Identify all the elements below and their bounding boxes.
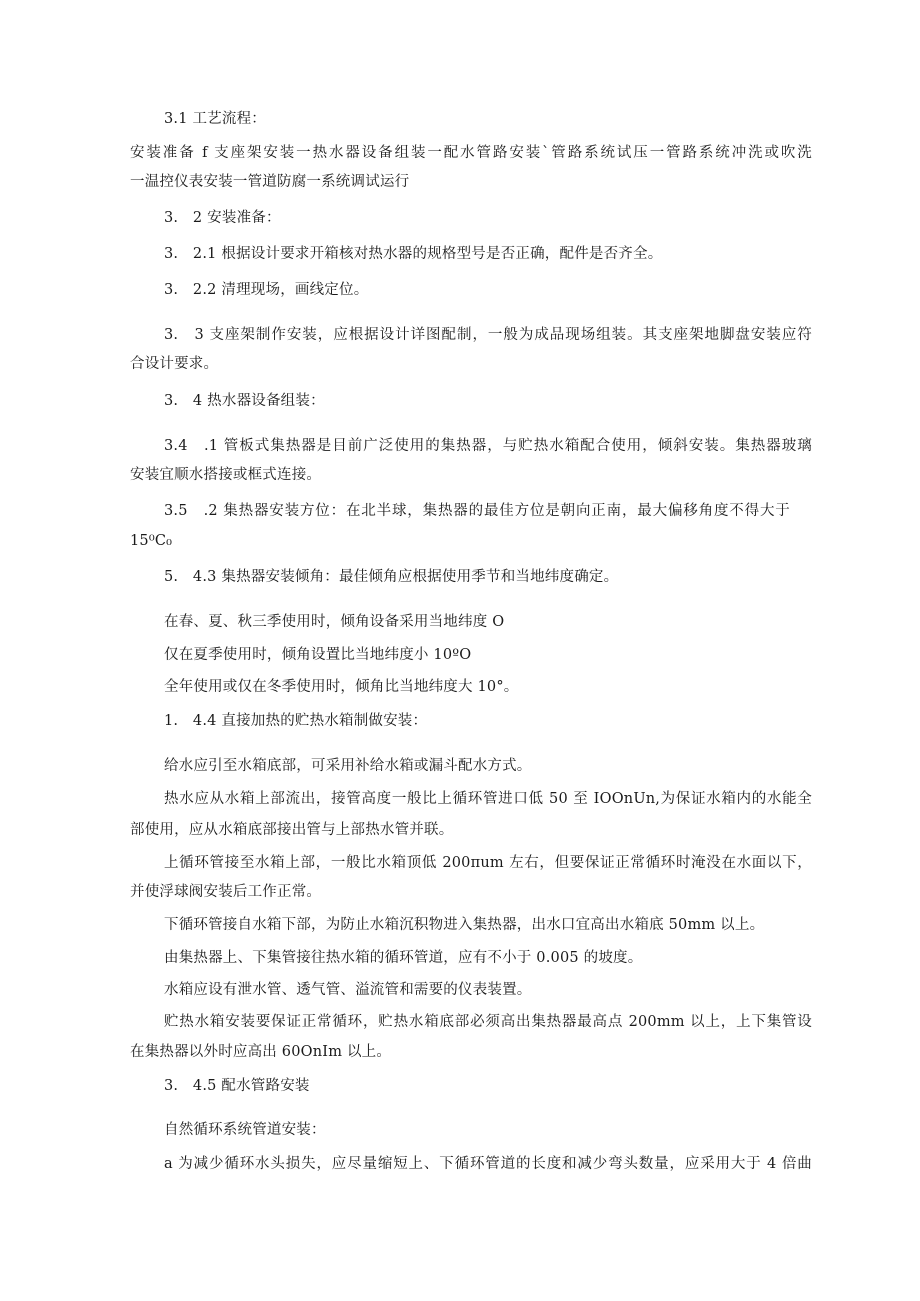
- process-flow-line-1: 安装准备 f 支座架安装一热水器设备组装一配水管路安装`管路系统试压一管路系统冲洗或吹洗: [130, 145, 812, 161]
- tank-rule-2-line-2: 部使用，应从水箱底部接出管与上部热水管并联。: [130, 822, 454, 838]
- section-3-4-1-line-2: 安装宜顺水搭接或框式连接。: [130, 467, 322, 483]
- section-3-4-5-heading: 3. 4.5 配水管路安装: [164, 1078, 310, 1094]
- natural-circulation-item-a: a 为减少循环水头损失，应尽量缩短上、下循环管道的长度和减少弯头数量，应采用大于 4 倍曲: [164, 1156, 812, 1172]
- section-1-4-4-heading: 1. 4.4 直接加热的贮热水箱制做安装：: [164, 713, 428, 729]
- tank-rule-3-line-2: 并使浮球阀安装后工作正常。: [130, 884, 322, 900]
- tank-rule-5: 由集热器上、下集管接往热水箱的循环管道，应有不小于 0.005 的坡度。: [164, 950, 643, 966]
- section-3-1-heading: 3.1 工艺流程：: [164, 111, 266, 127]
- tilt-rule-2: 仅在夏季使用时，倾角设置比当地纬度小 10ºO: [164, 647, 472, 663]
- section-3-4-heading: 3. 4 热水器设备组装：: [164, 393, 325, 409]
- tilt-rule-3: 全年使用或仅在冬季使用时，倾角比当地纬度大 10°。: [164, 679, 519, 695]
- section-3-5-line-2: 15⁰C₀: [130, 533, 173, 549]
- section-3-3-line-1: 3. 3 支座架制作安装，应根据设计详图配制，一般为成品现场组装。其支座架地脚盘安装应符: [164, 327, 812, 343]
- tank-rule-3-line-1: 上循环管接至水箱上部，一般比水箱顶低 200πum 左右，但要保证正常循环时淹没在水面以下，: [164, 855, 812, 871]
- tank-rule-6: 水箱应设有泄水管、透气管、溢流管和需要的仪表装置。: [164, 982, 532, 998]
- process-flow-line-2: 一温控仪表安装一管道防腐一系统调试运行: [130, 174, 410, 190]
- tank-rule-1: 给水应引至水箱底部，可采用补给水箱或漏斗配水方式。: [164, 758, 532, 774]
- section-3-3-line-2: 合设计要求。: [130, 356, 219, 372]
- section-3-2-1: 3. 2.1 根据设计要求开箱核对热水器的规格型号是否正确，配件是否齐全。: [164, 246, 663, 262]
- section-3-4-1-line-1: 3.4 .1 管板式集热器是目前广泛使用的集热器，与贮热水箱配合使用，倾斜安装。集热器玻璃: [164, 438, 812, 454]
- tank-rule-7-line-1: 贮热水箱安装要保证正常循环，贮热水箱底部必须高出集热器最高点 200mm 以上，上下集管设: [164, 1014, 812, 1030]
- tank-rule-7-line-2: 在集热器以外时应高出 60OnIm 以上。: [130, 1044, 392, 1060]
- section-3-2-2: 3. 2.2 清理现场，画线定位。: [164, 282, 369, 298]
- section-5-4-3: 5. 4.3 集热器安装倾角：最佳倾角应根据使用季节和当地纬度确定。: [164, 569, 619, 585]
- section-3-5-line-1: 3.5 .2 集热器安装方位：在北半球，集热器的最佳方位是朝向正南，最大偏移角度不得大于: [164, 503, 790, 519]
- tank-rule-2-line-1: 热水应从水箱上部流出，接管高度一般比上循环管进口低 50 至 IOOnUn,为保证水箱内的水能全: [164, 791, 812, 807]
- tank-rule-4: 下循环管接自水箱下部，为防止水箱沉积物进入集热器，出水口宜高出水箱底 50mm 以上。: [164, 917, 765, 933]
- natural-circulation-heading: 自然循环系统管道安装：: [164, 1122, 326, 1138]
- tilt-rule-1: 在春、夏、秋三季使用时，倾角设备采用当地纬度 O: [164, 614, 505, 630]
- section-3-2-heading: 3. 2 安装准备：: [164, 210, 281, 226]
